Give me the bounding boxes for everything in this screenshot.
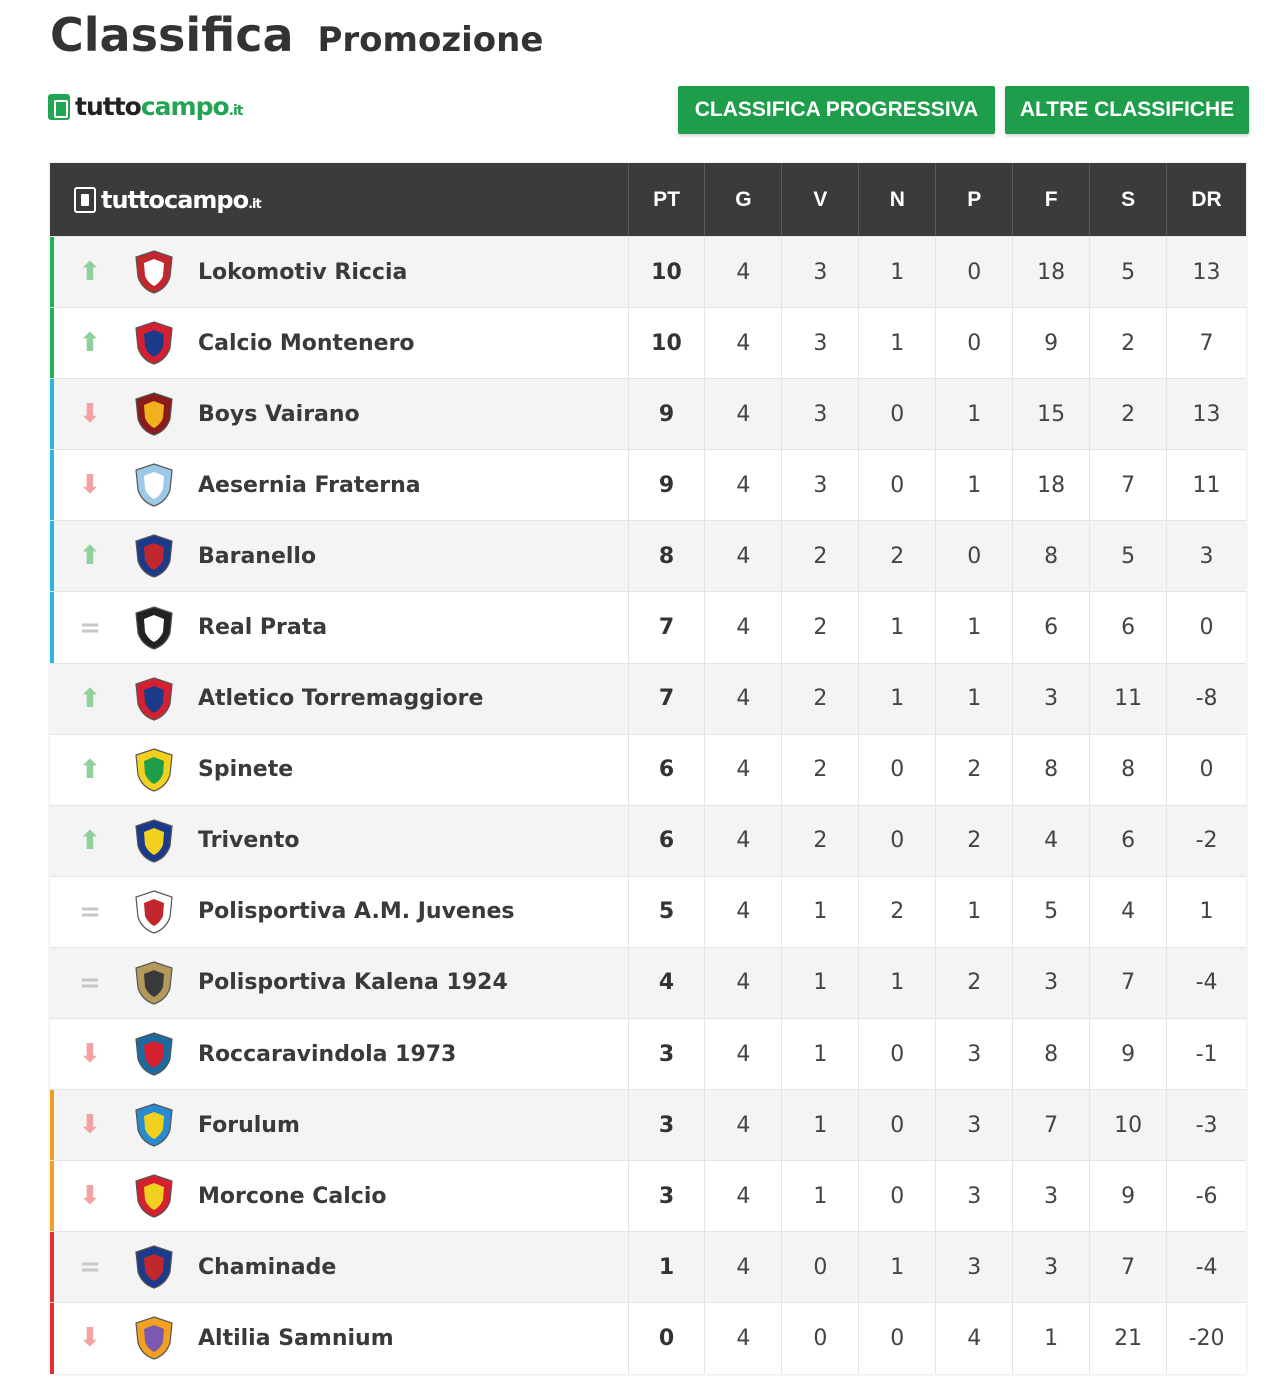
column-header-pt[interactable]: PT [629, 163, 706, 236]
stat-dr: 13 [1192, 259, 1221, 285]
lokomotiv-riccia-crest-icon[interactable] [130, 248, 178, 296]
kalena-crest-icon[interactable] [130, 959, 178, 1007]
arrow-down-icon: ⬇ [79, 1323, 101, 1354]
stat-p: 1 [936, 877, 1013, 947]
stat-g: 4 [705, 592, 782, 662]
team-cell [50, 379, 629, 449]
stat-s: 2 [1090, 308, 1167, 378]
stat-dr: -3 [1195, 1112, 1218, 1138]
stat-dr: 1 [1199, 899, 1214, 925]
stat-pt: 3 [629, 1019, 706, 1089]
stat-f: 3 [1013, 1232, 1090, 1302]
table-row[interactable] [50, 1302, 1246, 1373]
stat-s: 7 [1090, 948, 1167, 1018]
stat-g: 4 [705, 664, 782, 734]
zone-indicator [50, 1019, 54, 1089]
stat-g: 4 [705, 1019, 782, 1089]
stat-g: 4 [705, 1303, 782, 1373]
equal-icon: = [79, 612, 101, 643]
table-row[interactable] [50, 236, 1246, 307]
team-cell [50, 1019, 629, 1089]
stat-f: 4 [1013, 806, 1090, 876]
arrow-up-icon: ⬆ [79, 683, 101, 714]
stat-n: 0 [859, 1303, 936, 1373]
stat-f: 8 [1013, 1019, 1090, 1089]
stat-v: 3 [782, 308, 859, 378]
stat-dr: -6 [1195, 1183, 1218, 1209]
stat-v: 2 [782, 592, 859, 662]
table-row[interactable] [50, 307, 1246, 378]
stat-s: 6 [1090, 806, 1167, 876]
stat-f: 7 [1013, 1090, 1090, 1160]
zone-indicator [50, 735, 54, 805]
team-cell [50, 1232, 629, 1302]
stat-f: 5 [1013, 877, 1090, 947]
stat-pt: 7 [629, 592, 706, 662]
table-row[interactable] [50, 734, 1246, 805]
team-name[interactable]: Real Prata [198, 615, 328, 641]
stat-s: 7 [1090, 1232, 1167, 1302]
stat-p: 1 [936, 450, 1013, 520]
stat-g: 4 [705, 450, 782, 520]
stat-dr: 0 [1199, 757, 1214, 783]
stat-g: 4 [705, 521, 782, 591]
stat-p: 1 [936, 592, 1013, 662]
team-cell [50, 308, 629, 378]
stat-g: 4 [705, 1161, 782, 1231]
stat-pt: 4 [629, 948, 706, 1018]
stat-p: 2 [936, 948, 1013, 1018]
team-cell [50, 1090, 629, 1160]
zone-indicator [50, 592, 54, 662]
table-header [50, 163, 1246, 236]
team-cell [50, 948, 629, 1018]
stat-v: 3 [782, 237, 859, 307]
stat-pt: 7 [629, 664, 706, 734]
classifica-progressiva-button[interactable]: CLASSIFICA PROGRESSIVA [678, 86, 995, 134]
brand-text-part1: tutto [75, 92, 141, 121]
stat-f: 9 [1013, 308, 1090, 378]
forulum-crest-icon[interactable] [130, 1101, 178, 1149]
stat-dr: 7 [1199, 330, 1214, 356]
table-row[interactable] [50, 1160, 1246, 1231]
altre-classifiche-button[interactable]: ALTRE CLASSIFICHE [1005, 86, 1249, 134]
table-header-team [50, 163, 629, 236]
stat-n: 1 [859, 664, 936, 734]
stat-n: 1 [859, 948, 936, 1018]
stat-f: 15 [1013, 379, 1090, 449]
column-header-v[interactable]: V [782, 163, 859, 236]
header-brand-part3: .it [248, 196, 261, 212]
stat-s: 8 [1090, 735, 1167, 805]
arrow-down-icon: ⬇ [79, 1110, 101, 1141]
table-body [50, 236, 1246, 1374]
table-row[interactable] [50, 591, 1246, 662]
stat-pt: 0 [629, 1303, 706, 1373]
baranello-crest-icon[interactable] [130, 532, 178, 580]
column-header-n[interactable]: N [859, 163, 936, 236]
stat-n: 1 [859, 1232, 936, 1302]
stat-p: 3 [936, 1019, 1013, 1089]
stat-p: 0 [936, 237, 1013, 307]
stat-n: 0 [859, 1161, 936, 1231]
stat-dr: -20 [1188, 1325, 1225, 1351]
stat-s: 9 [1090, 1161, 1167, 1231]
stat-g: 4 [705, 735, 782, 805]
stat-pt: 9 [629, 379, 706, 449]
zone-indicator [50, 1161, 54, 1231]
stat-dr: 3 [1199, 543, 1214, 569]
stat-n: 0 [859, 450, 936, 520]
real-prata-crest-icon[interactable] [130, 604, 178, 652]
team-cell [50, 806, 629, 876]
stat-pt: 10 [629, 237, 706, 307]
stat-p: 0 [936, 308, 1013, 378]
stat-n: 1 [859, 237, 936, 307]
tuttocampo-logo-icon [74, 187, 96, 213]
team-name[interactable]: Aesernia Fraterna [198, 472, 421, 498]
table-row[interactable] [50, 1231, 1246, 1302]
team-name[interactable]: Altilia Samnium [198, 1325, 394, 1351]
team-name[interactable]: Baranello [198, 543, 317, 569]
table-row[interactable] [50, 449, 1246, 520]
stat-pt: 10 [629, 308, 706, 378]
stat-pt: 6 [629, 735, 706, 805]
stat-s: 2 [1090, 379, 1167, 449]
stat-s: 5 [1090, 521, 1167, 591]
stat-dr: -2 [1195, 828, 1218, 854]
team-name[interactable]: Atletico Torremaggiore [198, 686, 484, 712]
brand-text-part3: .it [228, 103, 243, 119]
equal-icon: = [79, 896, 101, 927]
column-header-g[interactable]: G [705, 163, 782, 236]
arrow-up-icon: ⬆ [79, 257, 101, 288]
aesernia-fraterna-crest-icon[interactable] [130, 461, 178, 509]
stat-g: 4 [705, 379, 782, 449]
stat-v: 1 [782, 948, 859, 1018]
stat-n: 0 [859, 806, 936, 876]
column-header-dr[interactable]: DR [1191, 187, 1222, 211]
page-subtitle: Promozione [317, 20, 544, 60]
arrow-up-icon: ⬆ [79, 328, 101, 359]
stat-n: 0 [859, 1019, 936, 1089]
table-row[interactable] [50, 1089, 1246, 1160]
stat-s: 5 [1090, 237, 1167, 307]
stat-v: 0 [782, 1303, 859, 1373]
zone-indicator [50, 1232, 54, 1302]
stat-g: 4 [705, 1090, 782, 1160]
team-name[interactable]: Boys Vairano [198, 401, 360, 427]
header-brand-part1: tutto [101, 185, 164, 214]
stat-n: 2 [859, 877, 936, 947]
zone-indicator [50, 521, 54, 591]
arrow-up-icon: ⬆ [79, 541, 101, 572]
brand-text [75, 92, 242, 121]
stat-v: 3 [782, 450, 859, 520]
table-row[interactable] [50, 876, 1246, 947]
stat-p: 3 [936, 1090, 1013, 1160]
team-name[interactable]: Forulum [198, 1112, 300, 1138]
table-row[interactable] [50, 947, 1246, 1018]
spinete-crest-icon[interactable] [130, 746, 178, 794]
stat-dr: 0 [1199, 615, 1214, 641]
zone-indicator [50, 877, 54, 947]
stat-pt: 6 [629, 806, 706, 876]
stat-v: 2 [782, 735, 859, 805]
stat-p: 1 [936, 379, 1013, 449]
stat-dr: 11 [1192, 472, 1221, 498]
stat-s: 10 [1090, 1090, 1167, 1160]
brand-logo[interactable] [48, 92, 242, 121]
team-cell [50, 592, 629, 662]
stat-g: 4 [705, 308, 782, 378]
team-name[interactable]: Calcio Montenero [198, 330, 415, 356]
arrow-up-icon: ⬆ [79, 825, 101, 856]
stat-pt: 3 [629, 1090, 706, 1160]
altilia-samnium-crest-icon[interactable] [130, 1314, 178, 1362]
table-row[interactable] [50, 378, 1246, 449]
stat-v: 2 [782, 664, 859, 734]
stat-pt: 5 [629, 877, 706, 947]
page-title: Classifica [50, 8, 294, 62]
stat-f: 8 [1013, 735, 1090, 805]
header-brand-text [101, 186, 261, 214]
stat-p: 1 [936, 664, 1013, 734]
boys-vairano-crest-icon[interactable] [130, 390, 178, 438]
column-header-s[interactable]: S [1090, 163, 1167, 236]
table-row[interactable] [50, 520, 1246, 591]
tuttocampo-logo-icon [48, 94, 70, 120]
stat-pt: 1 [629, 1232, 706, 1302]
stat-f: 3 [1013, 664, 1090, 734]
stat-v: 1 [782, 1019, 859, 1089]
stat-dr: -8 [1195, 686, 1218, 712]
team-name[interactable]: Polisportiva Kalena 1924 [198, 970, 508, 996]
stat-f: 18 [1013, 450, 1090, 520]
stat-n: 0 [859, 735, 936, 805]
zone-indicator [50, 1090, 54, 1160]
stat-v: 1 [782, 1090, 859, 1160]
stat-f: 8 [1013, 521, 1090, 591]
stat-p: 3 [936, 1232, 1013, 1302]
juvenes-crest-icon[interactable] [130, 888, 178, 936]
stat-s: 9 [1090, 1019, 1167, 1089]
stat-dr: -4 [1195, 1254, 1218, 1280]
arrow-up-icon: ⬆ [79, 754, 101, 785]
stat-p: 2 [936, 735, 1013, 805]
stat-p: 2 [936, 806, 1013, 876]
table-row[interactable] [50, 1018, 1246, 1089]
stat-s: 11 [1090, 664, 1167, 734]
stat-g: 4 [705, 877, 782, 947]
team-name[interactable]: Trivento [198, 828, 300, 854]
equal-icon: = [79, 1252, 101, 1283]
stat-g: 4 [705, 1232, 782, 1302]
stat-dr: -4 [1195, 970, 1218, 996]
zone-indicator [50, 450, 54, 520]
brand-text-part2: campo [140, 92, 229, 121]
table-row[interactable] [50, 805, 1246, 876]
standings-table [50, 163, 1246, 1374]
atletico-torremaggiore-crest-icon[interactable] [130, 675, 178, 723]
team-name[interactable]: Chaminade [198, 1254, 337, 1280]
stat-v: 2 [782, 806, 859, 876]
column-header-p[interactable]: P [936, 163, 1013, 236]
stat-pt: 8 [629, 521, 706, 591]
team-cell [50, 877, 629, 947]
stat-pt: 9 [629, 450, 706, 520]
stat-s: 21 [1090, 1303, 1167, 1373]
team-cell [50, 1161, 629, 1231]
zone-indicator [50, 806, 54, 876]
team-cell [50, 664, 629, 734]
table-row[interactable] [50, 663, 1246, 734]
arrow-down-icon: ⬇ [79, 1181, 101, 1212]
stat-g: 4 [705, 948, 782, 1018]
team-name[interactable]: Roccaravindola 1973 [198, 1041, 457, 1067]
column-header-f[interactable]: F [1013, 163, 1090, 236]
header-brand-part2: campo [164, 185, 249, 214]
stat-g: 4 [705, 806, 782, 876]
chaminade-crest-icon[interactable] [130, 1243, 178, 1291]
stat-f: 18 [1013, 237, 1090, 307]
team-cell [50, 450, 629, 520]
stat-pt: 3 [629, 1161, 706, 1231]
trivento-crest-icon[interactable] [130, 817, 178, 865]
stat-g: 4 [705, 237, 782, 307]
stat-f: 1 [1013, 1303, 1090, 1373]
stat-f: 3 [1013, 948, 1090, 1018]
zone-indicator [50, 948, 54, 1018]
stat-p: 3 [936, 1161, 1013, 1231]
stat-n: 1 [859, 308, 936, 378]
stat-v: 3 [782, 379, 859, 449]
team-cell [50, 1303, 629, 1373]
stat-v: 2 [782, 521, 859, 591]
team-cell [50, 521, 629, 591]
stat-v: 1 [782, 1161, 859, 1231]
header-brand-logo [74, 186, 261, 214]
equal-icon: = [79, 967, 101, 998]
team-name[interactable]: Lokomotiv Riccia [198, 259, 408, 285]
zone-indicator [50, 379, 54, 449]
team-cell [50, 237, 629, 307]
stat-s: 4 [1090, 877, 1167, 947]
stat-s: 6 [1090, 592, 1167, 662]
stat-dr: 13 [1192, 401, 1221, 427]
stat-n: 1 [859, 592, 936, 662]
stat-v: 1 [782, 877, 859, 947]
arrow-down-icon: ⬇ [79, 399, 101, 430]
stat-f: 6 [1013, 592, 1090, 662]
calcio-montenero-crest-icon[interactable] [130, 319, 178, 367]
arrow-down-icon: ⬇ [79, 1039, 101, 1070]
zone-indicator [50, 308, 54, 378]
zone-indicator [50, 664, 54, 734]
stat-n: 0 [859, 379, 936, 449]
team-name[interactable]: Morcone Calcio [198, 1183, 387, 1209]
stat-f: 3 [1013, 1161, 1090, 1231]
team-name[interactable]: Polisportiva A.M. Juvenes [198, 899, 515, 925]
stat-s: 7 [1090, 450, 1167, 520]
stat-p: 0 [936, 521, 1013, 591]
team-cell [50, 735, 629, 805]
stat-n: 2 [859, 521, 936, 591]
stat-dr: -1 [1195, 1041, 1218, 1067]
team-name[interactable]: Spinete [198, 757, 294, 783]
arrow-down-icon: ⬇ [79, 470, 101, 501]
roccaravindola-crest-icon[interactable] [130, 1030, 178, 1078]
zone-indicator [50, 237, 54, 307]
zone-indicator [50, 1303, 54, 1373]
stat-n: 0 [859, 1090, 936, 1160]
stat-p: 4 [936, 1303, 1013, 1373]
stat-v: 0 [782, 1232, 859, 1302]
page-header [50, 8, 543, 62]
morcone-calcio-crest-icon[interactable] [130, 1172, 178, 1220]
